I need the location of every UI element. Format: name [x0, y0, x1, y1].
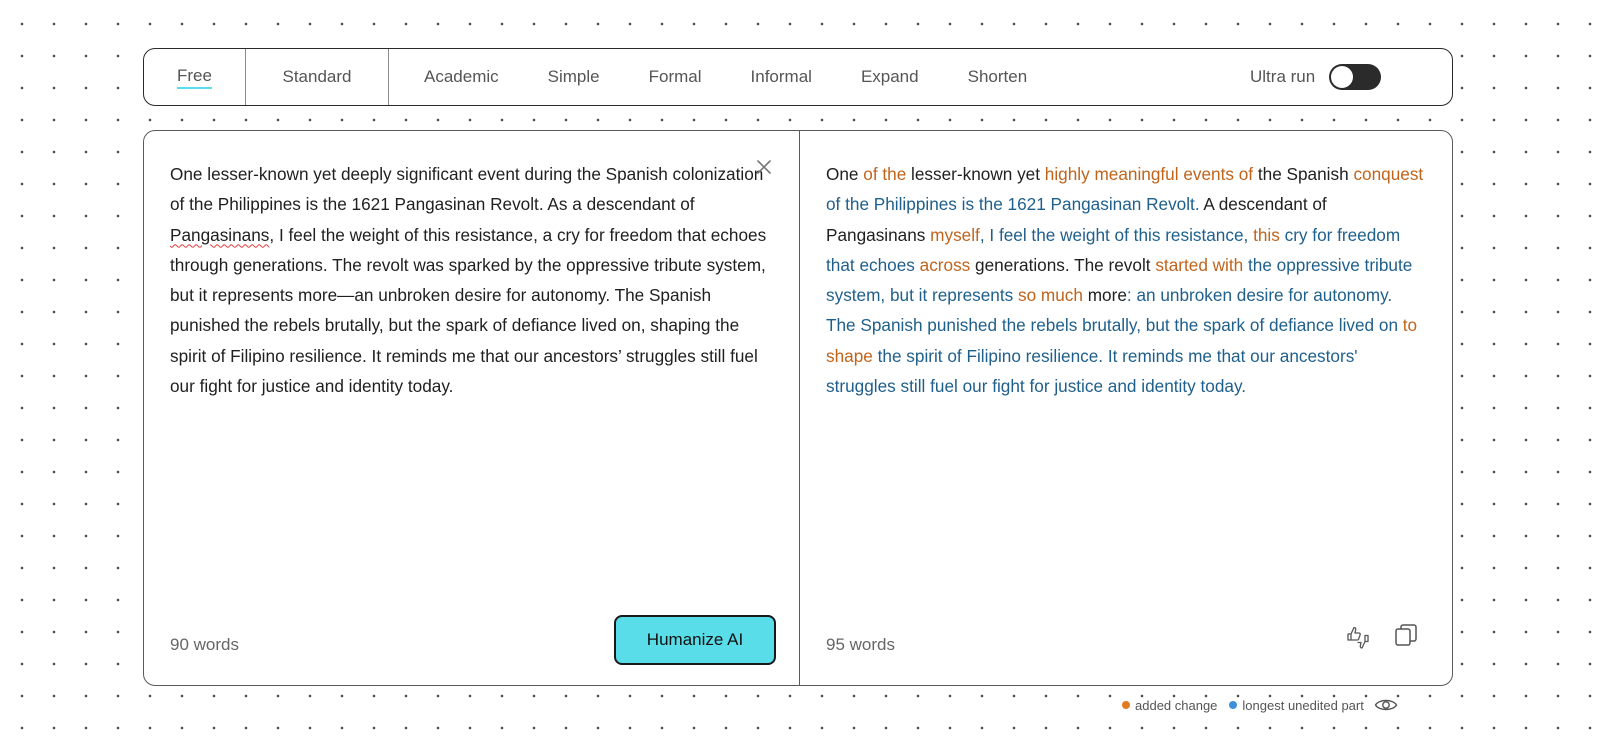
output-segment-kept: of the Philippines is the 1621 Pangasinan Revolt. — [826, 194, 1200, 215]
unedited-part-label: longest unedited part — [1242, 697, 1364, 713]
added-change-label: added change — [1135, 697, 1218, 713]
unedited-part-dot — [1229, 701, 1237, 709]
tab-simple-label: Simple — [547, 67, 600, 86]
tab-academic[interactable] — [424, 49, 499, 105]
tab-free-label: Free — [177, 66, 212, 89]
tab-standard-label: Standard — [282, 67, 352, 86]
input-word-count: 90 words — [170, 635, 239, 654]
editor-panel — [143, 130, 1453, 686]
output-segment-change: highly meaningful events of — [1044, 164, 1254, 184]
mode-bar — [143, 48, 1453, 106]
tab-expand[interactable] — [861, 49, 919, 105]
output-segment-kept: , I feel the weight of this resistance, — [979, 224, 1254, 245]
output-segment-plain: generations. The revolt — [970, 254, 1156, 275]
tab-informal-label: Informal — [750, 67, 812, 86]
output-segment-change: myself — [930, 224, 980, 245]
added-change-dot — [1122, 701, 1130, 709]
output-segment-kept: cry for freedom that echoes — [826, 224, 1401, 275]
input-text-start: One lesser-known yet deeply significant event during the Spanish colonization of the Philippines is the 1621 Pangasinan Revolt. As a descendant of — [170, 164, 764, 215]
output-segment-plain: One — [826, 164, 864, 184]
tab-shorten[interactable] — [968, 49, 1028, 105]
ultra-run-toggle[interactable] — [1329, 64, 1381, 90]
ultra-run-label: Ultra run — [1250, 67, 1316, 86]
output-segment-change: this — [1253, 224, 1280, 245]
output-pane — [800, 131, 1452, 685]
output-word-count: 95 words — [826, 635, 895, 654]
output-segment-change: conquest — [1353, 164, 1424, 184]
thumbs-up-down-icon[interactable] — [1344, 623, 1372, 651]
input-pane — [144, 131, 800, 685]
output-segment-plain: the Spanish — [1253, 164, 1354, 184]
input-text-end: , I feel the weight of this resistance, a cry for freedom that echoes through generations. The revolt was sparked by the oppressive tribute system, but it represents more—an unbroken desire for autonomy. The Spanish punished the rebels brutally, but the spark of defiance lived on, shaping the spirit of Filipino resilience. It reminds me that our ancestors’ struggles still fuel our fight for justice and identity today. — [170, 224, 767, 397]
output-segment-plain: lesser-known yet — [906, 164, 1045, 184]
humanize-ai-button[interactable]: Humanize AI — [614, 615, 776, 665]
tab-free[interactable] — [144, 49, 246, 105]
tab-academic-label: Academic — [424, 67, 499, 86]
output-segment-kept: the spirit of Filipino resilience. It reminds me that our ancestors' struggles still fuel our fight for justice and identity today. — [826, 345, 1358, 397]
misspelled-word[interactable]: Pangasinans — [170, 224, 270, 245]
ultra-run-control — [1250, 49, 1381, 105]
highlight-legend — [1122, 696, 1398, 714]
tab-shorten-label: Shorten — [967, 67, 1028, 86]
tab-standard[interactable] — [246, 49, 389, 105]
output-segment-kept: : an unbroken desire for autonomy. The Spanish punished the rebels brutally, but the spark of defiance lived on — [826, 285, 1403, 336]
copy-icon[interactable] — [1392, 621, 1420, 649]
output-segment-kept: the oppressive tribute system, but it represents — [826, 254, 1413, 306]
output-segment-plain: more — [1082, 285, 1127, 306]
eye-icon[interactable] — [1374, 697, 1398, 713]
output-segment-plain: A descendant of Pangasinans — [826, 194, 1327, 245]
output-segment-change: of the — [863, 164, 907, 184]
output-text — [826, 159, 1426, 401]
output-segment-change: across — [919, 254, 971, 275]
output-segment-change: to shape — [826, 315, 1418, 366]
close-icon[interactable] — [754, 157, 774, 177]
tab-formal-label: Formal — [648, 67, 702, 86]
toggle-knob — [1331, 66, 1353, 88]
tab-formal[interactable] — [649, 49, 702, 105]
tab-informal[interactable] — [751, 49, 812, 105]
output-segment-change: started with — [1155, 254, 1244, 275]
tab-simple[interactable] — [548, 49, 600, 105]
output-segment-change: so much — [1018, 285, 1083, 306]
tab-expand-label: Expand — [860, 67, 919, 86]
input-text-area[interactable] — [170, 159, 770, 401]
